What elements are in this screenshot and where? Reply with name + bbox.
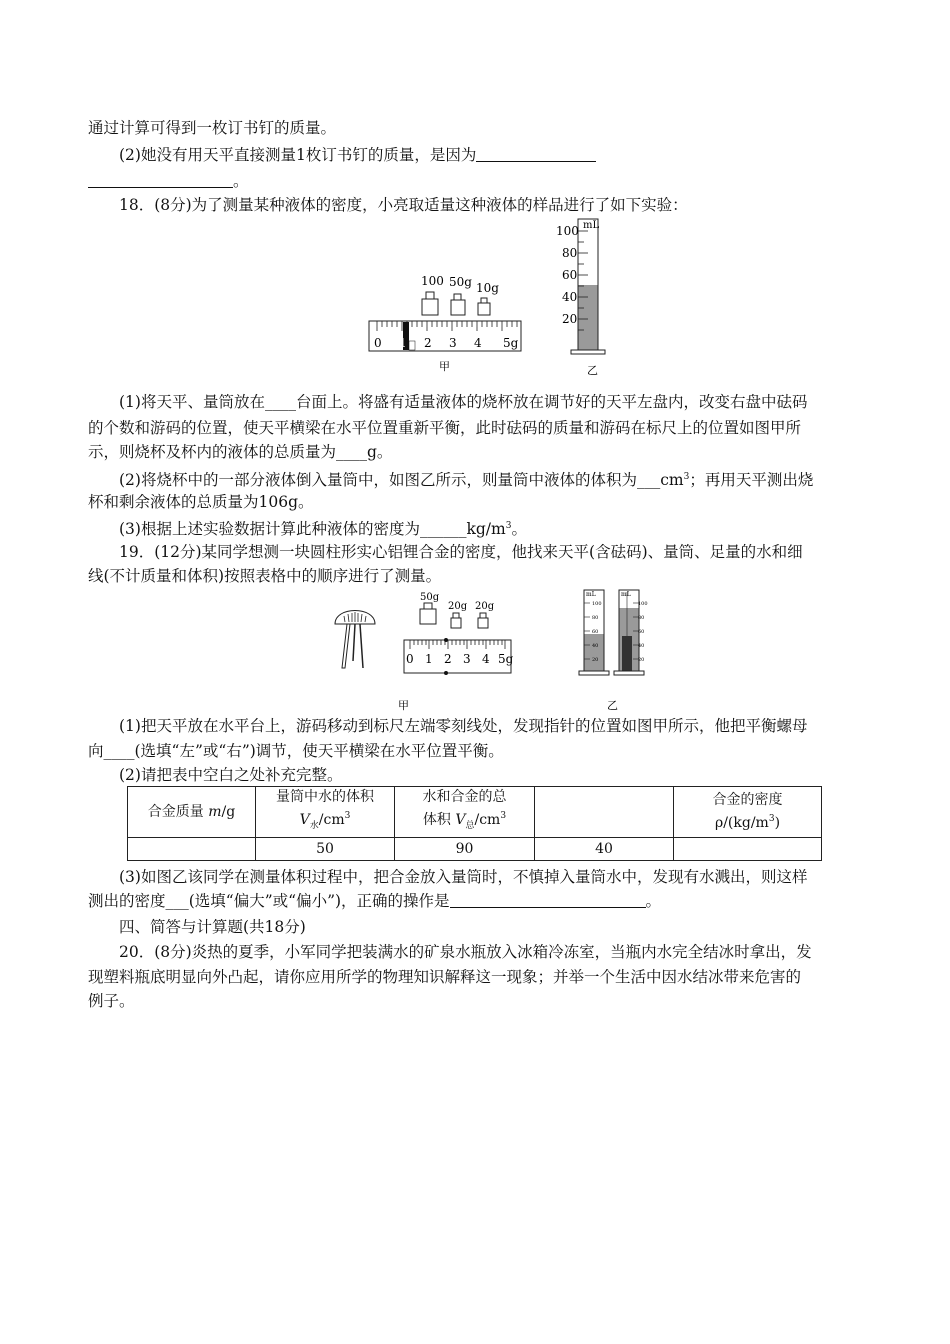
svg-text:1: 1 (399, 336, 407, 350)
table-cell: 50 (256, 838, 395, 861)
table-header-row (128, 787, 822, 838)
question-18-header: 18．(8分)为了测量某种液体的密度，小亮取适量这种液体的样品进行了如下实验： (119, 196, 688, 214)
data-table (127, 786, 822, 861)
svg-text:60: 60 (562, 268, 578, 282)
weight-label: 100 (421, 274, 444, 288)
text-line: 杯和剩余液体的总质量为106g。 (88, 493, 314, 511)
ruler-19 (404, 638, 514, 675)
svg-text:0: 0 (406, 652, 414, 666)
svg-text:mL: mL (621, 591, 631, 598)
svg-text:80: 80 (592, 615, 599, 621)
figure-label: 甲 (439, 360, 450, 373)
ruler-18 (369, 321, 521, 351)
weights-19 (420, 592, 495, 628)
text-line: 例子。 (88, 992, 135, 1010)
question-18-3: (3)根据上述实验数据计算此种液体的密度为$\_\_\_\_\_\_kg/m^3$。 (119, 520, 527, 538)
text-line: 的个数和游码的位置，使天平横梁在水平位置重新平衡，此时砝码的质量和游码在标尺上的位置如图甲所 (88, 419, 802, 437)
section-heading: 四、简答与计算题(共18分) (119, 918, 306, 936)
question-17-2-cont (88, 171, 249, 191)
graduated-cylinder-19a (579, 590, 609, 675)
graduated-cylinder-18 (556, 219, 605, 377)
svg-text:50g: 50g (420, 592, 440, 603)
text-line: (1)把天平放在水平台上，游码移动到标尺左端零刻线处，发现指针的位置如图甲所示，他把平衡螺母 (119, 717, 808, 735)
svg-text:5g: 5g (503, 336, 519, 350)
svg-text:60: 60 (638, 629, 645, 635)
svg-text:1: 1 (425, 652, 433, 666)
figure-18 (365, 215, 625, 380)
table-cell: 90 (395, 838, 535, 861)
svg-text:40: 40 (592, 643, 599, 649)
svg-text:60: 60 (592, 629, 599, 635)
answer-blank[interactable] (88, 172, 233, 188)
svg-text:3: 3 (463, 652, 471, 666)
svg-text:100: 100 (556, 224, 579, 238)
text-line: 通过计算可得到一枚订书钉的质量。 (88, 119, 337, 137)
question-20-header: 20．(8分)炎热的夏季，小军同学把装满水的矿泉水瓶放入冰箱冷冻室，当瓶内水完全结冰时拿出，发 (119, 943, 812, 961)
question-17-2 (119, 145, 596, 165)
text-line: 。 (233, 172, 249, 190)
text-line: (3)如图乙该同学在测量体积过程中，把合金放入量筒时，不慎掉入量筒水中，发现有水溅出，则这样 (119, 868, 808, 886)
svg-text:100: 100 (638, 601, 648, 607)
table-header: 水和合金的总 体积 $V_总/cm^3$ (395, 787, 535, 838)
weight-label: 10g (476, 281, 499, 295)
svg-text:40: 40 (638, 643, 645, 649)
text-line: 线(不计质量和体积)按照表格中的顺序进行了测量。 (88, 567, 442, 585)
question-18-2: (2)将烧杯中的一部分液体倒入量筒中，如图乙所示，则量筒中液体的体积为$\_\_\_cm^3$；再用天平测出烧 (119, 471, 814, 489)
svg-text:mL: mL (583, 220, 600, 231)
svg-text:4: 4 (482, 652, 490, 666)
svg-text:2: 2 (444, 652, 452, 666)
svg-text:40: 40 (562, 290, 578, 304)
table-row (128, 838, 822, 861)
svg-text:20g: 20g (448, 601, 468, 612)
table-header-blank[interactable] (535, 787, 674, 838)
text-line: (2)她没有用天平直接测量1枚订书钉的质量，是因为 (119, 146, 477, 164)
weight-label: 50g (449, 275, 472, 289)
table-header: 合金的密度 $\rho/(kg/m^3)$ (674, 787, 822, 838)
table-header: 量筒中水的体积 $V_水/cm^3$ (256, 787, 395, 838)
svg-text:20: 20 (638, 657, 645, 663)
svg-text:5g: 5g (498, 652, 514, 666)
figure-label: 乙 (607, 699, 618, 712)
text-line: 向____(选填“左”或“右”)调节，使天平横梁在水平位置平衡。 (88, 742, 504, 760)
svg-text:3: 3 (449, 336, 457, 350)
answer-blank[interactable] (450, 892, 646, 908)
svg-text:0: 0 (374, 336, 382, 350)
balance-pointer (335, 611, 375, 669)
figure-label: 乙 (587, 364, 598, 377)
weights-18 (421, 274, 499, 315)
table-cell-blank[interactable] (128, 838, 256, 861)
table-cell-blank[interactable] (674, 838, 822, 861)
figure-label: 甲 (398, 699, 409, 712)
svg-text:80: 80 (562, 246, 578, 260)
svg-text:2: 2 (424, 336, 432, 350)
svg-text:20: 20 (592, 657, 599, 663)
text-line: 现塑料瓶底明显向外凸起，请你应用所学的物理知识解释这一现象；并举一个生活中因水结冰带来危害的 (88, 968, 802, 986)
alloy-cylinder (622, 636, 632, 671)
svg-text:4: 4 (474, 336, 482, 350)
svg-text:20: 20 (562, 312, 578, 326)
text-line: 示，则烧杯及杯内的液体的总质量为____g。 (88, 443, 393, 461)
figure-19 (330, 586, 660, 716)
svg-text:100: 100 (592, 601, 602, 607)
svg-text:80: 80 (638, 615, 645, 621)
svg-text:mL: mL (586, 591, 596, 598)
answer-blank[interactable] (476, 146, 596, 162)
table-cell: 40 (535, 838, 674, 861)
graduated-cylinder-19b (614, 590, 648, 675)
question-19-header: 19．(12分)某同学想测一块圆柱形实心铝锂合金的密度，他找来天平(含砝码)、量筒、足量的水和细 (119, 543, 803, 561)
svg-text:20g: 20g (475, 601, 495, 612)
text-line: (2)请把表中空白之处补充完整。 (119, 766, 343, 784)
table-header: 合金质量 m/g (128, 787, 256, 838)
text-line: (1)将天平、量筒放在____台面上。将盛有适量液体的烧杯放在调节好的天平左盘内，改变右盘中砝码 (119, 393, 808, 411)
question-19-3: 测出的密度___(选填“偏大”或“偏小”)，正确的操作是 。 (88, 892, 662, 910)
